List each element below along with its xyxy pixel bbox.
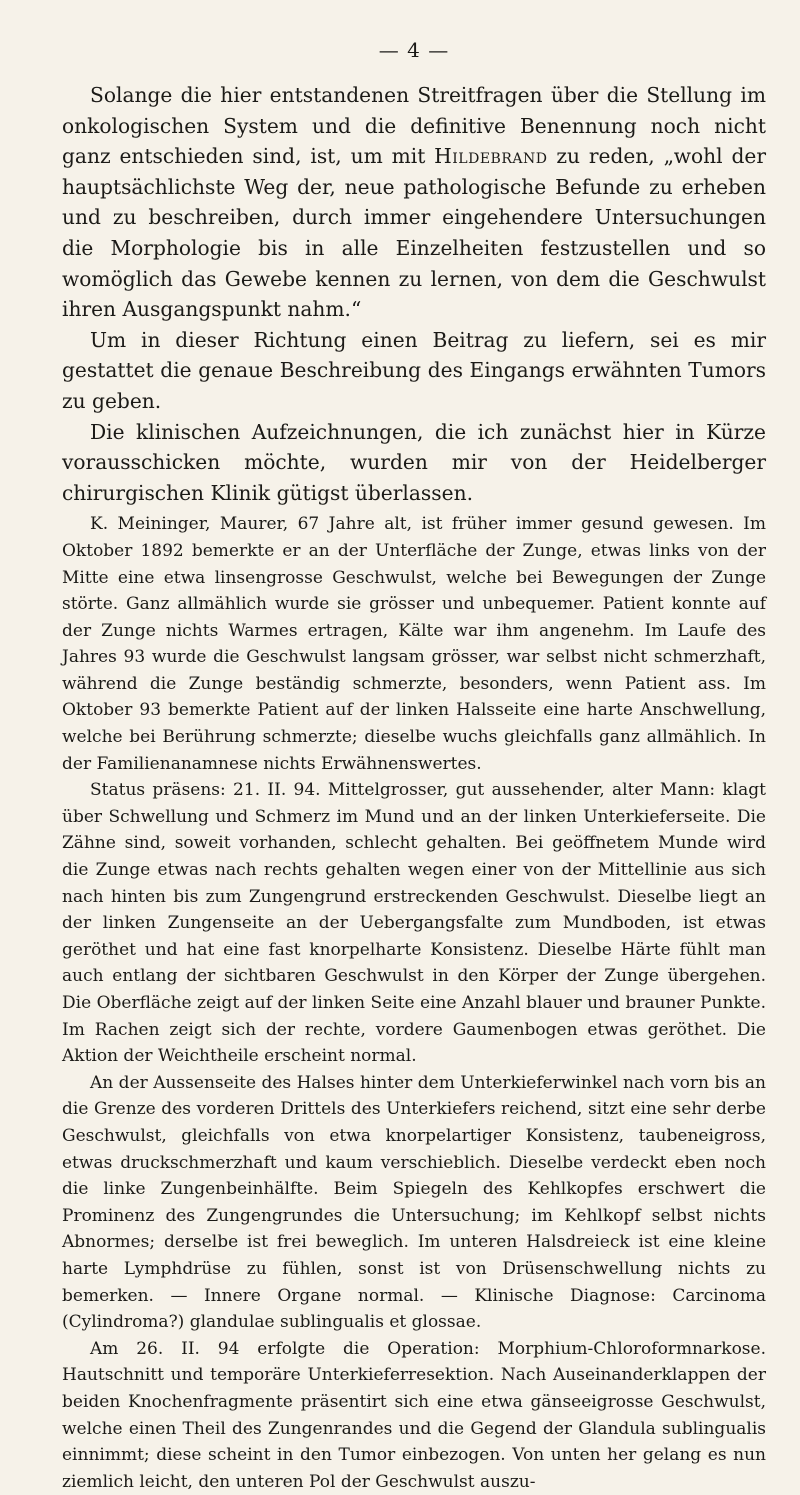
neck-findings-paragraph: An der Aussenseite des Halses hinter dem Unterkieferwinkel nach vorn bis an die Grenze des vorderen Drittels des Unterkiefers reichend, sitzt eine sehr derbe Geschwulst, gleichfalls von etwa knorpelartiger Konsistenz, taubeneigross, etwas druckschmerzhaft und kaum verschieblich. Dieselbe verdeckt eben noch die linke Zungenbeinhälfte. Beim Spiegeln des Kehlkopfes erschwert die Prominenz des Zungengrundes die Untersuchung; im Kehlkopf selbst nichts Abnormes; derselbe ist frei beweglich. Im unteren Halsdreieck ist eine kleine harte Lymphdrüse zu fühlen, sonst ist von Drüsenschwellung nichts zu bemerken. — Innere Organe normal. — Klinische Diagnose: Carcinoma (Cylindroma?) glandulae sublingualis et glossae.: [62, 1072, 766, 1333]
intro-paragraph-1-text-a: Solange die hier entstandenen Streitfragen über die Stellung im onkologischen System und die definitive Benennung noch nicht ganz entschieden sind, ist, um mit: [62, 83, 766, 169]
case-history-paragraph: K. Meininger, Maurer, 67 Jahre alt, ist früher immer gesund gewesen. Im Oktober 1892 bemerkte er an der Unterfläche der Zunge, etwas links von der Mitte eine etwa linsengrosse Geschwulst, welche bei Bewegungen der Zunge störte. Ganz allmählich wurde sie grösser und unbequemer. Patient konnte auf der Zunge nichts Warmes ertragen, Kälte war ihm angenehm. Im Laufe des Jahres 93 wurde die Geschwulst langsam grösser, war selbst nicht schmerzhaft, während die Zunge beständig schmerzte, besonders, wenn Patient ass. Im Oktober 93 bemerkte Patient auf der linken Halsseite eine harte Anschwellung, welche bei Berührung schmerzte; dieselbe wuchs gleichfalls ganz allmählich. In der Familienanamnese nichts Erwähnenswertes.: [62, 514, 766, 774]
status-praesens-paragraph: Status präsens: 21. II. 94. Mittelgrosser, gut aussehender, alter Mann: klagt über Schwellung und Schmerz im Mund und an der linken Unterkieferseite. Die Zähne sind, soweit vorhanden, schlecht gehalten. Bei geöffnetem Munde wird die Zunge etwas nach rechts gehalten wegen einer von der Mittellinie aus sich nach hinten bis zum Zungengrund erstreckenden Geschwulst. Dieselbe liegt an der linken Zungenseite an der Uebergangsfalte zum Mundboden, ist etwas geröthet und hat eine fast knorpelharte Konsistenz. Dieselbe Härte fühlt man auch entlang der sichtbaren Geschwulst in den Körper der Zunge übergehen. Die Oberfläche zeigt auf der linken Seite eine Anzahl blauer und brauner Punkte. Im Rachen zeigt sich der rechte, vordere Gaumenbogen etwas geröthet. Die Aktion der Weichtheile erscheint normal.: [62, 780, 766, 1067]
intro-section: [62, 80, 766, 508]
operation-paragraph: Am 26. II. 94 erfolgte die Operation: Morphium-Chloroformnarkose. Hautschnitt und temporäre Unterkieferresektion. Nach Auseinanderklappen der beiden Knochenfragmente präsentirt sich eine etwa gänseeigrosse Geschwulst, welche einen Theil des Zungenrandes und die Gegend der Glandula sublingualis einnimmt; diese scheint in den Tumor einbezogen. Von unten her gelang es nun ziemlich leicht, den unteren Pol der Geschwulst auszu-: [62, 1338, 766, 1492]
intro-paragraph-2: Um in dieser Richtung einen Beitrag zu liefern, sei es mir gestattet die genaue Beschreibung des Eingangs erwähnten Tumors zu geben.: [62, 327, 766, 413]
page-number: — 4 —: [378, 38, 450, 62]
author-name-hildebrand: Hildebrand: [434, 144, 548, 169]
intro-paragraph-3: Die klinischen Aufzeichnungen, die ich zunächst hier in Kürze vorausschicken möchte, wurden mir von der Heidelberger chirurgischen Klinik gütigst überlassen.: [62, 419, 766, 505]
case-report-section: [62, 511, 766, 1495]
document-page: [62, 38, 766, 1492]
intro-paragraph-1: [62, 80, 766, 325]
intro-paragraph-1-text-b: zu reden, „wohl der hauptsächlichste Weg der, neue pathologische Befunde zu erheben und zu beschreiben, durch immer eingehendere Untersuchungen die Morphologie bis in alle Einzelheiten festzustellen und so womöglich das Gewebe kennen zu lernen, von dem die Geschwulst ihren Ausgangspunkt nahm.“: [62, 144, 766, 322]
